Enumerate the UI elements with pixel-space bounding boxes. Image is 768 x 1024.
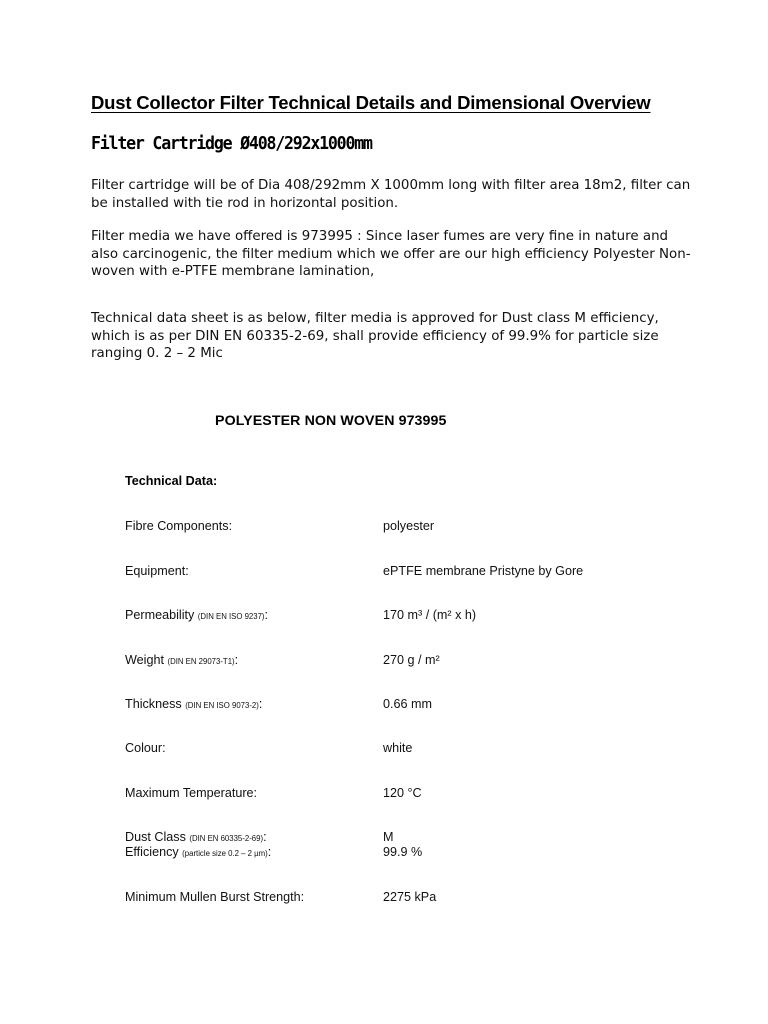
row-value: ePTFE membrane Pristyne by Gore [383,564,584,578]
row-label: Thickness (DIN EN ISO 9073-2): [125,697,263,711]
row-label: Colour: [125,741,166,755]
row-label: Dust Class (DIN EN 60335-2-69): [125,830,267,844]
datasheet-heading: Technical Data: [125,474,218,488]
paragraph-cartridge: Filter cartridge will be of Dia 408/292mm X 1000mm long with filter area 18m2, filter can be installed with tie rod in horizontal position. [91,178,691,211]
row-standard-ref: (DIN EN ISO 9237) [197,612,265,621]
document-subtitle: Filter Cartridge Ø408/292x1000mm [91,133,372,154]
paragraph-data-sheet: Technical data sheet is as below, filter media is approved for Dust class M efficiency, which is as per DIN EN 60335-2-69, shall provide efficiency of 99.9% for particle size ranging 0. 2 – 2 Mic [91,311,659,362]
document-title: Dust Collector Filter Technical Details and Dimensional Overview [91,92,651,113]
row-standard-ref: (DIN EN ISO 9073-2) [185,701,259,710]
row-value: polyester [383,519,435,533]
row-standard-ref: (DIN EN 60335-2-69) [189,834,264,843]
row-value: 270 g / m² [383,653,440,667]
row-value: 170 m³ / (m² x h) [383,608,477,622]
datasheet-title: POLYESTER NON WOVEN 973995 [215,413,447,429]
row-value: 2275 kPa [383,890,437,904]
row-label: Maximum Temperature: [125,786,258,800]
row-standard-ref: (DIN EN 29073-T1) [167,657,235,666]
row-value: M [383,830,394,844]
row-label: Permeability (DIN EN ISO 9237): [125,608,269,622]
row-label: Weight (DIN EN 29073-T1): [125,653,239,667]
paragraph-filter-media: Filter media we have offered is 973995 : Since laser fumes are very fine in nature and also carcinogenic, the filter medium which we offer are our high efficiency Polyester Non-woven with e-PTFE membrane lamination, [91,229,691,280]
row-label-efficiency: Efficiency (particle size 0.2 – 2 µm): [125,845,272,859]
row-value: white [383,741,413,755]
row-label: Fibre Components: [125,519,233,533]
row-particle-size-ref: (particle size 0.2 – 2 µm) [182,849,268,858]
row-value-efficiency: 99.9 % [383,845,423,859]
row-value: 120 °C [383,786,422,800]
row-label: Minimum Mullen Burst Strength: [125,890,305,904]
row-value: 0.66 mm [383,697,432,711]
row-label: Equipment: [125,564,189,578]
